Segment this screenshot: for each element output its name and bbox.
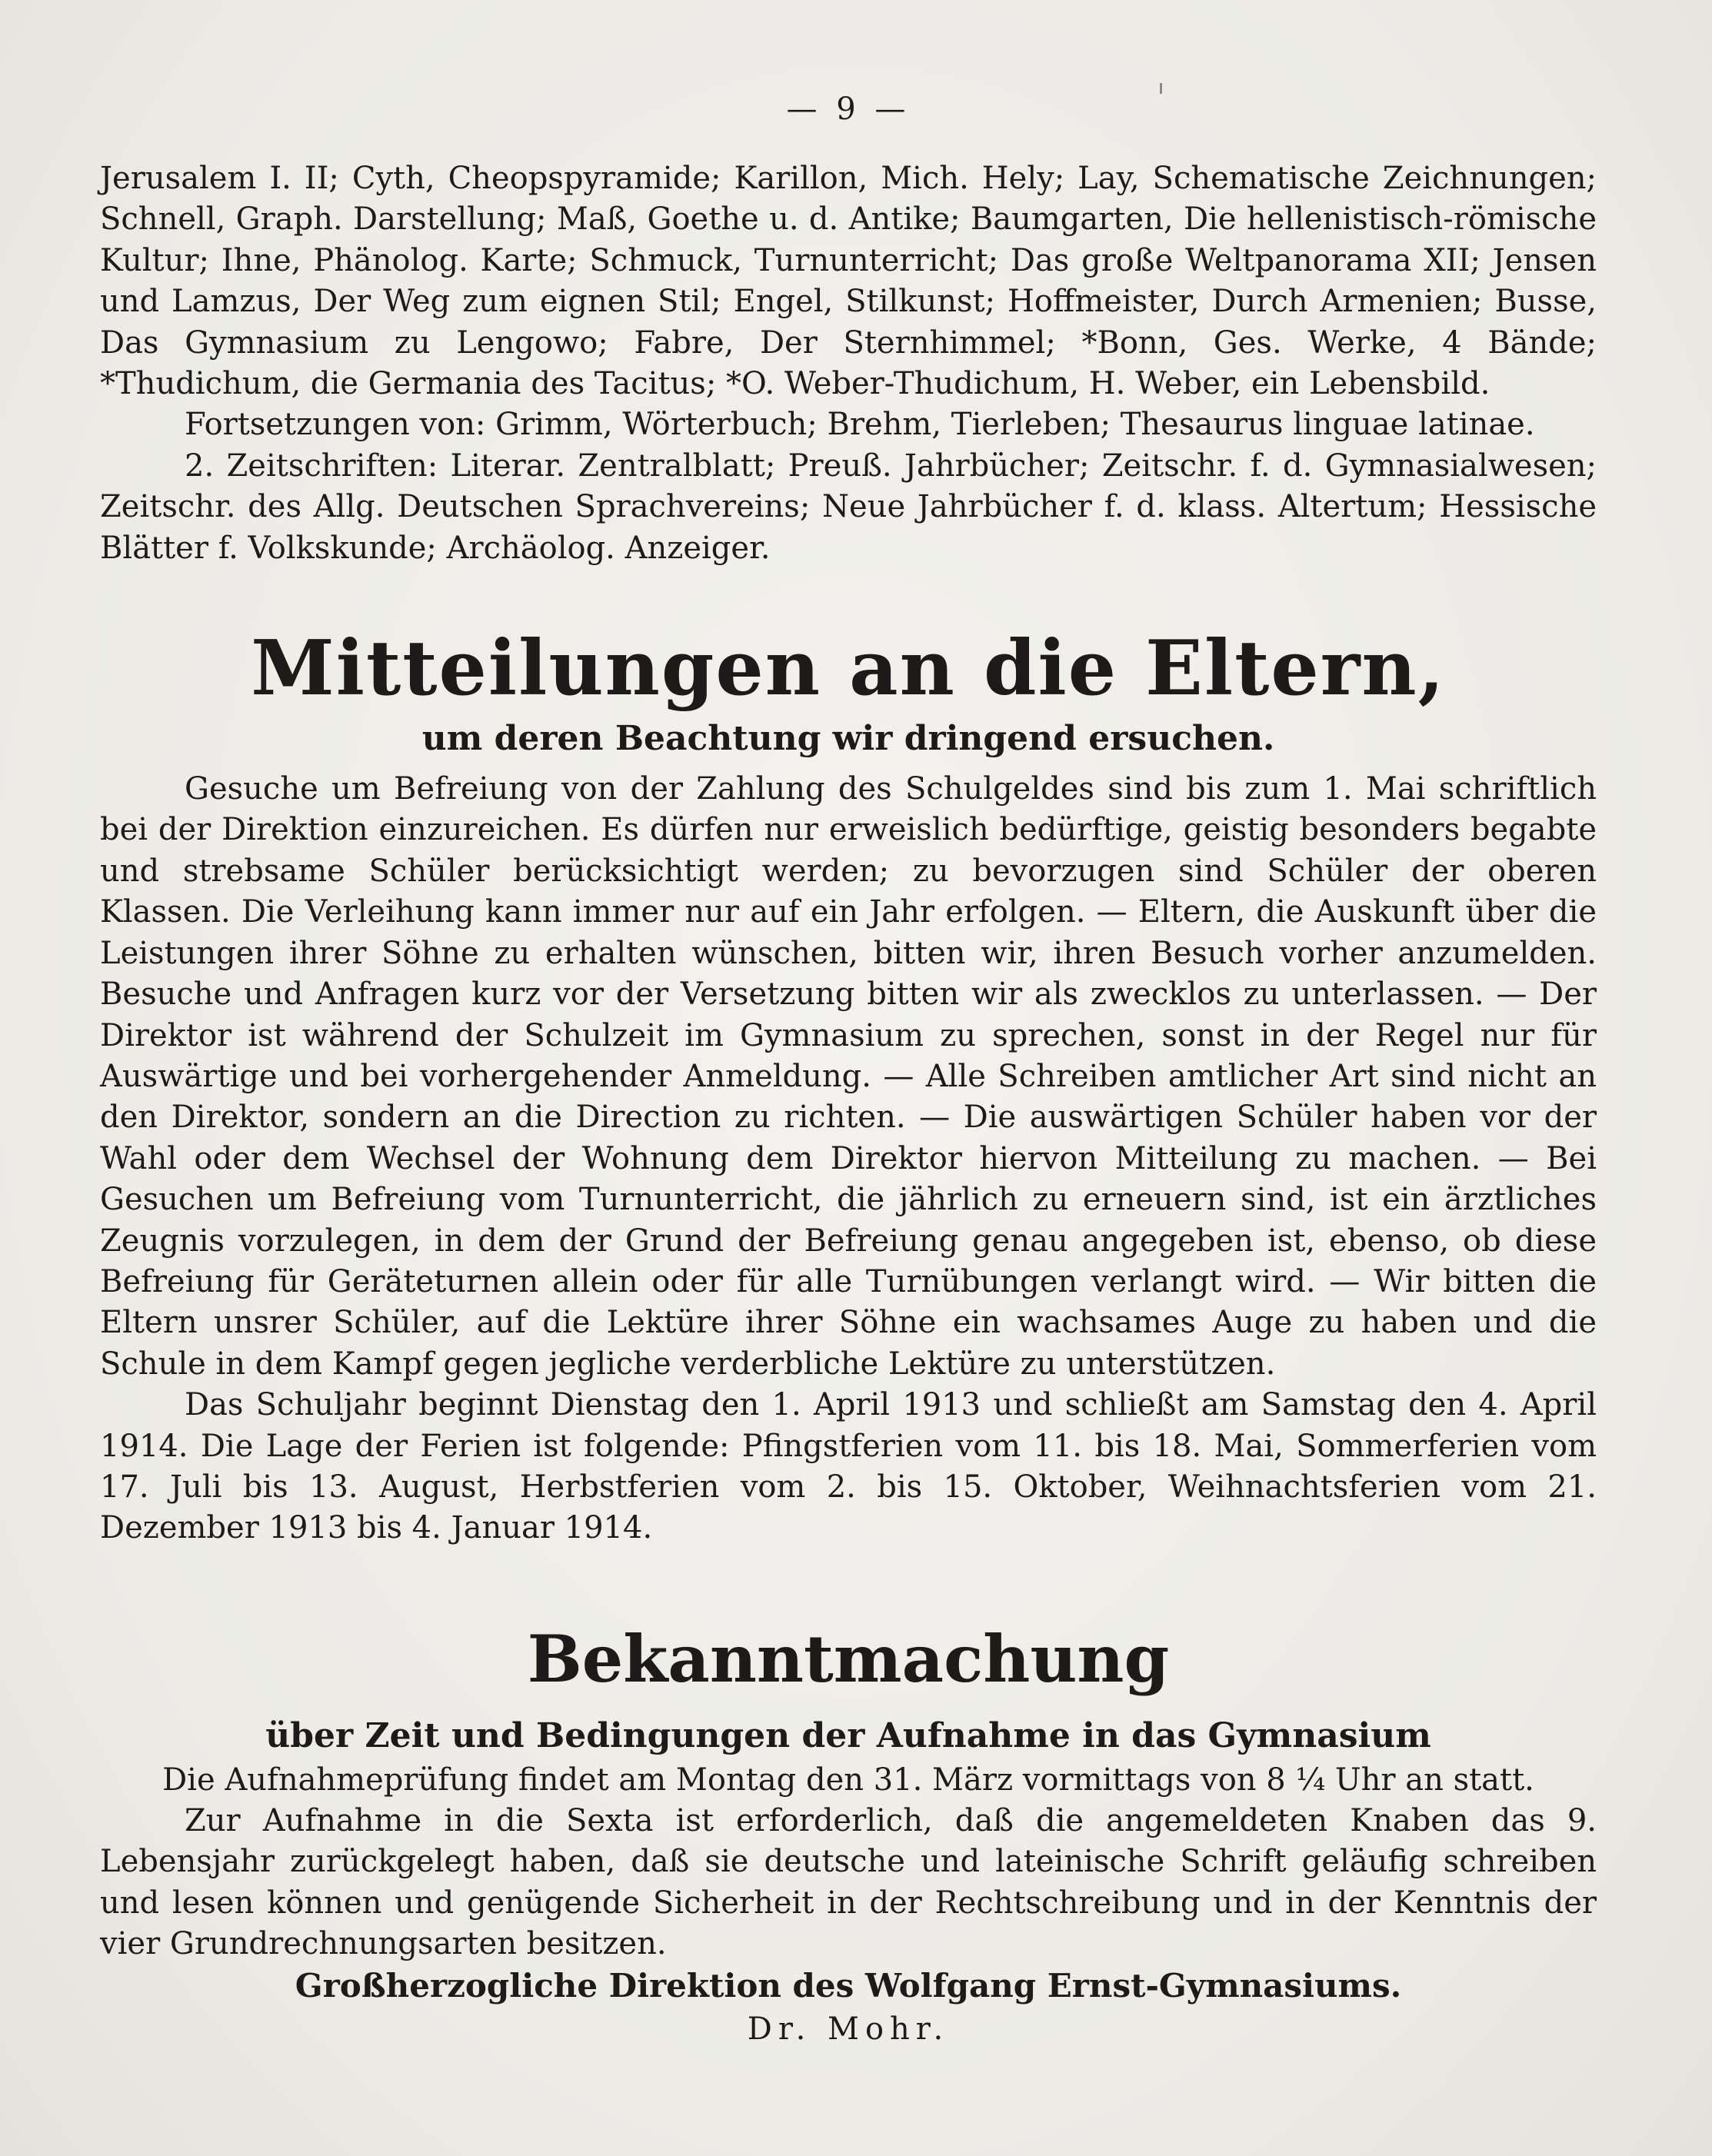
section-subtitle-announcement: über Zeit und Bedingungen der Aufnahme in das Gymnasium [265, 1715, 1431, 1755]
section-title-parents: Mitteilungen an die Eltern, [251, 624, 1446, 714]
book-list-paragraph: Jerusalem I. II; Cyth, Cheopspyramide; Karillon, Mich. Hely; Lay, Schematische Zeichnungen; Schnell, Graph. Darstellung; Maß, Goethe u. d. Antike; Baumgarten, Die hellenistisch-römische Kultur; Ihne, Phänolog. Karte; Schmuck, Turnunterricht; Das große Weltpanorama XII; Jensen und Lamzus, Der Weg zum eignen Stil; Engel, Stilkunst; Hoffmeister, Durch Armenien; Busse, Das Gymnasium zu Lengowo; Fabre, Der Sternhimmel; *Bonn, Ges. Werke, 4 Bände; *Thudichum, die Germania des Tacitus; *O. Weber-Thudichum, H. Weber, ein Lebensbild. [100, 161, 1597, 402]
section-title-announcement: Bekanntmachung [527, 1620, 1170, 1697]
section-subtitle-parents: um deren Beachtung wir dringend ersuchen. [421, 719, 1275, 759]
school-year-paragraph: Das Schuljahr beginnt Dienstag den 1. April 1913 und schließt am Samstag den 4. April 1914. Die Lage der Ferien ist folgende: Pfingstferien vom 11. bis 18. Mai, Sommerferien vom 17. Juli bis 13. August, Herbstferien vom 2. bis 15. Oktober, Weihnachtsferien vom 21. Dezember 1913 bis 4. Januar 1914. [100, 1387, 1597, 1546]
exam-date-line: Die Aufnahmeprüfung findet am Montag den 31. März vormittags von 8 ¼ Uhr an statt. [162, 1762, 1534, 1798]
periodicals-paragraph: 2. Zeitschriften: Literar. Zentralblatt; Preuß. Jahrbücher; Zeitschr. f. d. Gymnasialwesen; Zeitschr. des Allg. Deutschen Sprachvereins; Neue Jahrbücher f. d. klass. Altertum; Hessische Blätter f. Volkskunde; Archäolog. Anzeiger. [100, 448, 1597, 566]
continuations-paragraph: Fortsetzungen von: Grimm, Wörterbuch; Brehm, Tierleben; Thesaurus linguae latinae. [185, 407, 1535, 443]
parents-notice-paragraph: Gesuche um Befreiung von der Zahlung des Schulgeldes sind bis zum 1. Mai schriftlich bei der Direktion einzureichen. Es dürfen nur erweislich bedürftige, geistig besonders begabte und strebsame Schüler berücksichtigt werden; zu bevorzugen sind Schüler der oberen Klassen. Die Verleihung kann immer nur auf ein Jahr erfolgen. — Eltern, die Auskunft über die Leistungen ihrer Söhne zu erhalten wünschen, bitten wir, ihren Besuch vorher anzumelden. Besuche und Anfragen kurz vor der Versetzung bitten wir als zwecklos zu unterlassen. — Der Direktor ist während der Schulzeit im Gymnasium zu sprechen, sonst in der Regel nur für Auswärtige und bei vorhergehender Anmeldung. — Alle Schreiben amtlicher Art sind nicht an den Direktor, sondern an die Direction zu richten. — Die auswärtigen Schüler haben vor der Wahl oder dem Wechsel der Wohnung dem Direktor hiervon Mitteilung zu machen. — Bei Gesuchen um Befreiung vom Turnunterricht, die jährlich zu erneuern sind, ist ein ärztliches Zeugnis vorzulegen, in dem der Grund der Befreiung genau angegeben ist, ebenso, ob diese Befreiung für Geräteturnen allein oder für alle Turnübungen verlangt wird. — Wir bitten die Eltern unsrer Schüler, auf die Lektüre ihrer Söhne ein wachsames Auge zu haben und die Schule in dem Kampf gegen jegliche verderbliche Lektüre zu unterstützen. [100, 771, 1597, 1382]
admission-requirements-paragraph: Zur Aufnahme in die Sexta ist erforderlich, daß die angemeldeten Knaben das 9. Lebensjahr zurückgelegt haben, daß sie deutsche und lateinische Schrift geläufig schreiben und lesen können und genügende Sicherheit in der Rechtschreibung und in der Kenntnis der vier Grundrechnungsarten besitzen. [100, 1802, 1597, 1961]
page-number: — 9 — [786, 91, 911, 127]
signature-organization: Großherzogliche Direktion des Wolfgang Ernst-Gymnasiums. [295, 1967, 1402, 2005]
page-content [100, 91, 1597, 2051]
signature-name: Dr. Mohr. [747, 2011, 950, 2048]
